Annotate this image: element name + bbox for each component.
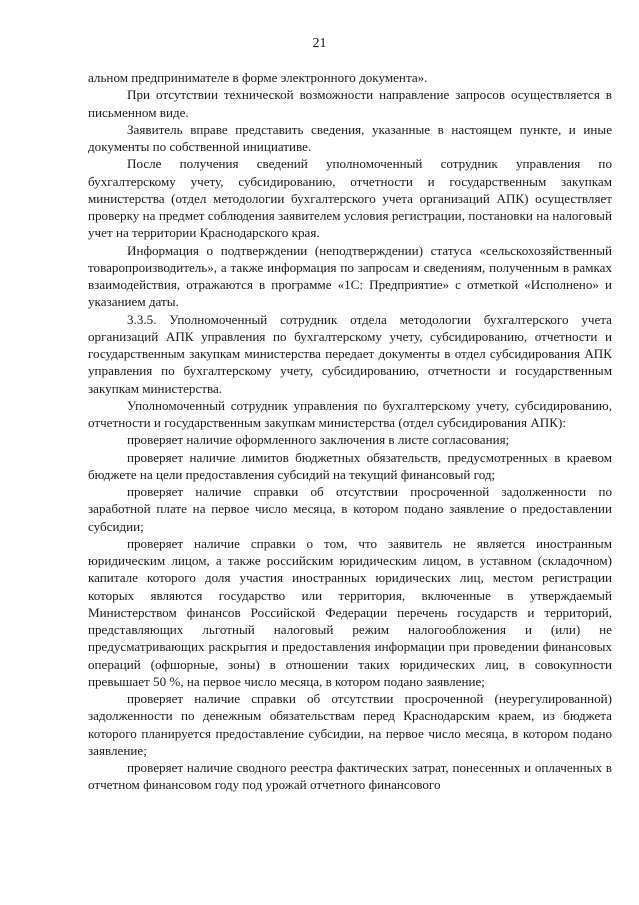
paragraph: При отсутствии технической возможности направление запросов осуществляется в письменном виде. [88, 87, 612, 120]
page-number: 21 [312, 36, 327, 51]
paragraph: Заявитель вправе представить сведения, указанные в настоящем пункте, и иные документы по собственной инициативе. [88, 121, 612, 154]
paragraph: После получения сведений уполномоченный сотрудник управления по бухгалтерскому учету, субсидированию, отчетности и государственным закупкам министерства (отдел методологии бухгалтерского учета организаций АПК) осуществляет проверку на предмет соблюдения заявителем условия регистрации, постановки на налоговый учет на территории Краснодарского края. [88, 156, 612, 241]
paragraph: Уполномоченный сотрудник управления по бухгалтерскому учету, субсидированию, отчетности и государственным закупкам министерства (отдел субсидирования АПК): [88, 397, 612, 430]
list-item: проверяет наличие справки об отсутствии просроченной задолженности по заработной плате на первое число месяца, в котором подано заявление о предоставлении субсидии; [88, 484, 612, 534]
list-item: проверяет наличие сводного реестра фактических затрат, понесенных и оплаченных в отчетном финансовом году под урожай отчетного финансового [88, 760, 612, 793]
list-item: проверяет наличие справки об отсутствии просроченной (неурегулированной) задолженности по денежным обязательствам перед Краснодарским краем, из бюджета которого планируется предоставление субсидии, на первое число месяца, в котором подано заявление; [88, 691, 612, 758]
list-item: проверяет наличие оформленного заключения в листе согласования; [127, 432, 510, 448]
paragraph-continuation: альном предпринимателе в форме электронного документа». [88, 70, 428, 85]
list-item: проверяет наличие справки о том, что заявитель не является иностранным юридическим лицом, а также российским юридическим лицом, в уставном (складочном) капитале которого доля участия иностранных юридических лиц, местом регистрации которых являются государство или территория, включенные в утверждаемый Министерством финансов Российской Федерации перечень государств и территорий, представляющих льготный налоговый режим налогообложения и (или) не предусматривающих раскрытия и предоставления информации при проведении финансовых операций (офшорные, зоны) в отношении таких юридических лиц, в совокупности превышает 50 %, на первое число месяца, в котором подано заявление; [88, 535, 612, 689]
paragraph: Информация о подтверждении (неподтверждении) статуса «сельскохозяйственный товаропроизводитель», а также информация по запросам и сведениям, полученным в рамках взаимодействия, отражаются в программе «1С: Предприятие» с отметкой «Исполнено» и указанием даты. [88, 242, 612, 310]
document-body [88, 69, 612, 794]
paragraph-3-3-5: 3.3.5. Уполномоченный сотрудник отдела методологии бухгалтерского учета организаций АПК управления по бухгалтерскому учету, субсидированию, отчетности и государственным закупкам министерства передает документы в отдел субсидирования АПК управления по бухгалтерскому учету, субсидированию, отчетности и государственным закупкам министерства. [88, 311, 612, 396]
list-item: проверяет наличие лимитов бюджетных обязательств, предусмотренных в краевом бюджете на цели предоставления субсидий на текущий финансовый год; [88, 449, 612, 482]
